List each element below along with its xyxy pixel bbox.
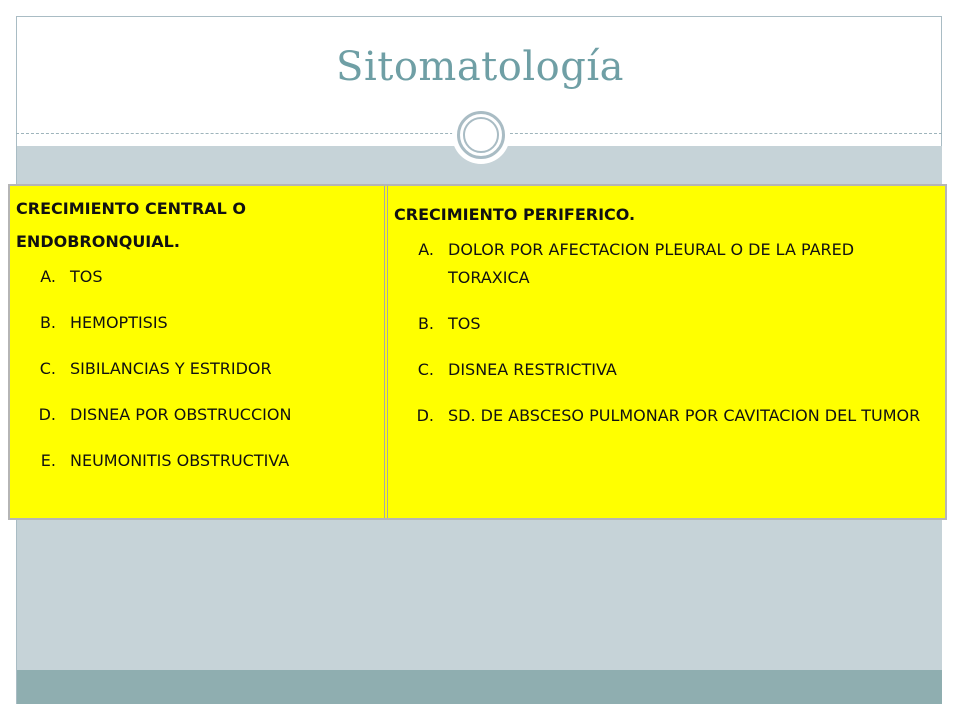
list-text: HEMOPTISIS	[70, 313, 168, 332]
list-item	[16, 309, 384, 337]
list-marker: C.	[39, 359, 56, 378]
central-growth-column	[10, 186, 388, 518]
list-marker: B.	[39, 313, 56, 332]
list-marker: C.	[417, 360, 434, 379]
list-text: TOS	[448, 314, 481, 333]
list-item	[16, 401, 384, 429]
list-item	[394, 236, 945, 292]
slide-title: Sitomatología	[336, 44, 624, 90]
list-text: SD. DE ABSCESO PULMONAR POR CAVITACION DEL TUMOR	[448, 406, 921, 425]
list-item	[16, 447, 384, 475]
list-item	[16, 263, 384, 291]
list-text: NEUMONITIS OBSTRUCTIVA	[70, 451, 290, 470]
list-marker: A.	[418, 240, 434, 259]
list-text: DOLOR POR AFECTACION PLEURAL O DE LA PARED TORAXICA	[448, 240, 855, 287]
list-text: SIBILANCIAS Y ESTRIDOR	[70, 359, 272, 378]
column-heading: CRECIMIENTO PERIFERICO.	[394, 205, 636, 224]
list-text: DISNEA RESTRICTIVA	[448, 360, 617, 379]
list-marker: D.	[416, 406, 434, 425]
column-heading: CRECIMIENTO CENTRAL O ENDOBRONQUIAL.	[16, 199, 247, 251]
list-item	[394, 402, 945, 430]
list-item	[16, 355, 384, 383]
symptoms-table	[8, 184, 947, 520]
footer-bar	[17, 670, 942, 704]
list-marker: A.	[40, 267, 56, 286]
ring-ornament-icon	[452, 106, 510, 164]
peripheral-growth-column	[388, 186, 945, 518]
list-marker: B.	[417, 314, 434, 333]
list-item	[394, 310, 945, 338]
list-marker: E.	[40, 451, 56, 470]
list-item	[394, 356, 945, 384]
list-text: DISNEA POR OBSTRUCCION	[70, 405, 292, 424]
list-text: TOS	[70, 267, 103, 286]
list-marker: D.	[38, 405, 56, 424]
